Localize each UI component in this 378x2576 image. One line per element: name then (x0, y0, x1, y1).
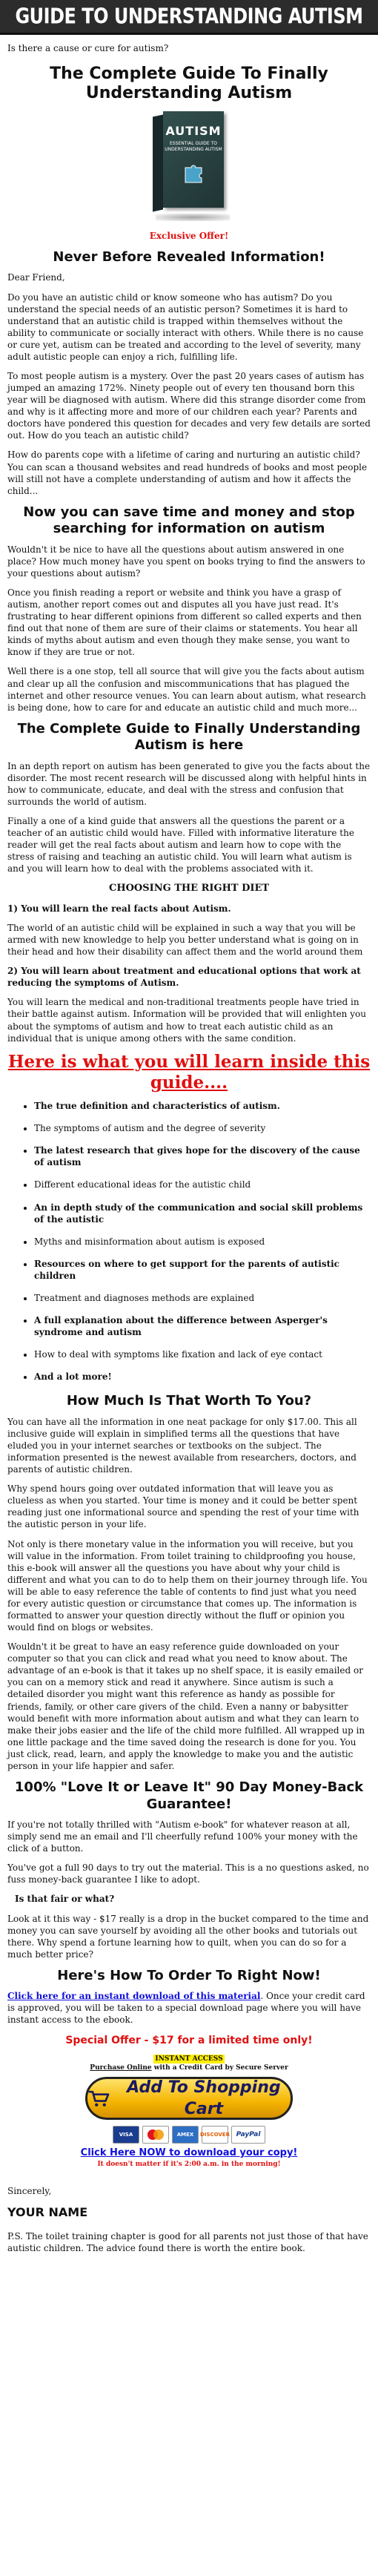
book-spine (153, 114, 163, 211)
order-paragraph-rest: . Once your credit card is approved, you will be taken to a special download page where you will have instant access to the ebook. (7, 1991, 365, 2026)
letter-paragraph: Once you finish reading a report or website and think you have a grasp of autism, another report comes out and disputes all you have just read. It's frustrating to hear different opinions from different so called experts and then find out that none of them are sure of their claims or statements. You hear all kinds of myths about autism and even though they make sense, you want to know if they are true or not. (7, 587, 362, 658)
main-content (0, 35, 378, 2255)
author-name: YOUR NAME (7, 2204, 88, 2219)
learn-list-item: • And a lot more! (34, 1371, 371, 1383)
letter-paragraph: How do parents cope with a lifetime of caring and nurturing an autistic child? You can scan a thousand websites and read hundreds of books and most people will still not have a complete understanding of autism and how it affects the child... (7, 449, 368, 496)
guarantee-paragraph: Look at it this way - $17 really is a drop in the bucket compared to the time and money you can save yourself by avoiding all the other books and tutorials out there. Why spend a fortune learning how to quilt, when you can do so for a much better price? (7, 1913, 369, 1960)
purchase-line (7, 2063, 371, 2072)
book-subtitle: ESSENTIAL GUIDE TO UNDERSTANDING AUTISM (165, 141, 222, 153)
visa-icon: VISA (113, 2126, 139, 2144)
letter-paragraph: Finally a one of a kind guide that answers all the questions the parent or a teacher of an autistic child would have. Filled with informative literature the reader will get the real facts about autism and learn how to cope with the stress of raising and teaching an autistic child. You will learn what autism is and you will learn how to deal with the problems associated with it. (7, 816, 354, 874)
letter-paragraph: Do you have an autistic child or know someone who has autism? Do you understand the special needs of an autistic person? Sometimes it is hard to understand that an autistic child is trapped within themselves without the ability to communicate or socially interact with others. While there is no cause or cure yet, autism can be treated and according to the level of severity, many adult autistic people can enjoy a rich, fulfilling life. (7, 291, 364, 362)
sincerely: Sincerely, (7, 2185, 52, 2196)
letter-paragraph: In an depth report on autism has been generated to give you the facts about the disorder. The most recent research will be discussed along with helpful hints in how to communicate, educate, and deal with the stress and confusion that surrounds the world of autism. (7, 760, 371, 808)
paypal-icon: PayPal (231, 2126, 265, 2144)
guide-is-here-heading: The Complete Guide to Finally Understanding Autism is here (17, 720, 361, 754)
available-note: It doesn't matter if it's 2:00 a.m. in the morning! (97, 2160, 281, 2168)
main-headline: The Complete Guide To Finally Understanding Autism (50, 65, 328, 103)
worth-paragraph: Why spend hours going over outdated information that will leave you as clueless as when you started. Your time is money and it could be better spent reading just one informational source and spending the rest of your time with the autistic person in your life. (7, 1483, 359, 1530)
header-banner (0, 0, 378, 35)
learn-list-item: • Treatment and diagnoses methods are explained (34, 1292, 371, 1304)
letter-paragraph: To most people autism is a mystery. Over the past 20 years cases of autism has jumped an amazing 172%. Ninety people out of every ten thousand born this year will be diagnosed with autism. Where did this strange disorder come from and why is it affecting more and more of our children each year? Parents and doctors have pondered this question for decades and very few details are sorted out. How do you teach an autistic child? (7, 370, 371, 441)
learn-list-item: • An in depth study of the communication and social skill problems of the autistic (34, 1202, 371, 1225)
point-two: 2) You will learn about treatment and educational options that work at reducing the symptoms of Autism. (7, 966, 361, 989)
learn-heading (7, 1052, 371, 1095)
postscript: P.S. The toilet training chapter is good for all parents not just those of that have autistic children. The advice found there is worth the entire book. (7, 2231, 368, 2254)
payment-cards (7, 2126, 371, 2144)
never-before-heading: Never Before Revealed Information! (53, 248, 325, 265)
purchase-rest-label: with a Credit Card by Secure Server (151, 2064, 288, 2072)
save-time-heading: Now you can save time and money and stop searching for information on autism (23, 504, 355, 537)
letter-paragraph: Well there is a one stop, tell all source that will give you the facts about autism and clear up all the confusion and miscommunications that has plagued the internet and other resource venues. You can learn about autism, what research is being done, how to care for and educate an autistic child and much more... (7, 666, 366, 713)
learn-list-item: • Different educational ideas for the autistic child (34, 1179, 371, 1190)
worth-heading: How Much Is That Worth To You? (66, 1393, 312, 1409)
learn-list-item: • The latest research that gives hope for the discovery of the cause of autism (34, 1144, 371, 1168)
learn-list-item: • The symptoms of autism and the degree of severity (34, 1122, 371, 1134)
fair-question: Is that fair or what? (15, 1894, 115, 1905)
exclusive-offer: Exclusive Offer! (149, 230, 229, 241)
guarantee-paragraph: You've got a full 90 days to try out the material. This is a no questions asked, no fuss money-back guarantee I like to adopt. (7, 1862, 369, 1885)
shopping-cart-icon (87, 2088, 110, 2109)
learn-list-item: • Myths and misinformation about autism is exposed (34, 1236, 371, 1248)
banner-title: GUIDE TO UNDERSTANDING AUTISM (15, 4, 363, 29)
guarantee-paragraph: If you're not totally thrilled with "Autism e-book" for whatever reason at all, simply send me an email and I'll cheerfully refund 100% your money with the click of a button. (7, 1819, 358, 1854)
order-box (7, 2052, 371, 2169)
letter-paragraph: You will learn the medical and non-traditional treatments people have tried in their battle against autism. Information will be provided that will enlighten you about the symptoms of autism and how to treat each autistic child as an individual that is unique among others with the same condition. (7, 997, 366, 1044)
instant-download-link[interactable]: Click here for an instant download of this material (7, 1991, 261, 2002)
add-to-cart-button[interactable] (85, 2077, 293, 2120)
learn-heading-text: Here is what you will learn inside this guide.... (7, 1051, 371, 1093)
puzzle-piece-icon (182, 162, 205, 184)
learn-list-item: • A full explanation about the difference between Asperger's syndrome and autism (34, 1314, 371, 1338)
book-front (163, 111, 224, 208)
greeting: Dear Friend, (7, 272, 65, 283)
order-paragraph (7, 1990, 371, 2026)
learn-list-item: • How to deal with symptoms like fixation and lack of eye contact (34, 1348, 371, 1360)
worth-paragraph: Wouldn't it be great to have an easy reference guide downloaded on your computer so that you can click and read what you need to know about. The advantage of an e-book is that it takes up no shelf space, it is easily emailed or you can on a memory stick and read it anywhere. Since autism is such a detailed disorder you might want this reference as handy as possible for friends, family, or other care givers of the child. Even a nanny or babysitter would benefit with more information about autism and what they can learn to make their jobs easier and the life of the child more fulfilled. All wrapped up in one little package and the time saved doing the research is done for you. You just click, read, learn, and apply the knowledge to make you and the autistic person in your life happier and safer. (7, 1641, 365, 1771)
discover-icon: DISCOVER (202, 2126, 228, 2144)
add-to-cart-label: Add To Shopping Cart (127, 2078, 281, 2119)
order-heading: Here's How To Order To Right Now! (57, 1967, 321, 1983)
letter-paragraph: The world of an autistic child will be explained in such a way that you will be armed with new knowledge to help you better understand what is going on in their head and how their disability can affect them and the world around them (7, 922, 363, 958)
worth-paragraph: Not only is there monetary value in the information you will receive, but you will value in the information. From toilet training to childproofing you house, this e-book will answer all the questions you have about why your child is different and what you can to do to help them on their journey through life. You will be able to easy reference the table of contents to find just what you need for every autistic question or circumstance that comes up. The information is formatted to answer your question directly without the fluff or opinion you would find on blogs or websites. (7, 1538, 368, 1633)
purchase-online-label: Purchase Online (90, 2064, 152, 2072)
learn-list-item: • Resources on where to get support for the parents of autistic children (34, 1258, 371, 1282)
amex-icon: AMEX (172, 2126, 199, 2144)
book-title: AUTISM (165, 123, 222, 138)
download-now-link[interactable]: Click Here NOW to download your copy! (80, 2147, 298, 2159)
book-shadow (156, 214, 230, 221)
point-one: 1) You will learn the real facts about Autism. (7, 903, 231, 914)
guarantee-heading: 100% "Love It or Leave It" 90 Day Money-Back Guarantee! (14, 1779, 364, 1812)
special-offer: Special Offer - $17 for a limited time only! (65, 2034, 313, 2046)
learn-list (7, 1100, 371, 1383)
intro-question: Is there a cause or cure for autism? (7, 43, 169, 53)
mastercard-icon (142, 2126, 169, 2144)
instant-access-badge: INSTANT ACCESS (155, 2055, 223, 2063)
choosing-diet-heading: CHOOSING THE RIGHT DIET (108, 883, 270, 895)
book-cover-image (148, 111, 230, 223)
learn-list-item: • The true definition and characteristics of autism. (34, 1100, 371, 1112)
worth-paragraph: You can have all the information in one neat package for only $17.00. This all inclusive guide will explain in simplified terms all the questions that have eluded you in your internet searches or textbooks on the subject. The information presented is the newest available from researchers, doctors, and parents of autistic children. (7, 1416, 357, 1475)
letter-paragraph: Wouldn't it be nice to have all the questions about autism answered in one place? How much money have you spent on books trying to find the answers to your questions about autism? (7, 544, 365, 579)
